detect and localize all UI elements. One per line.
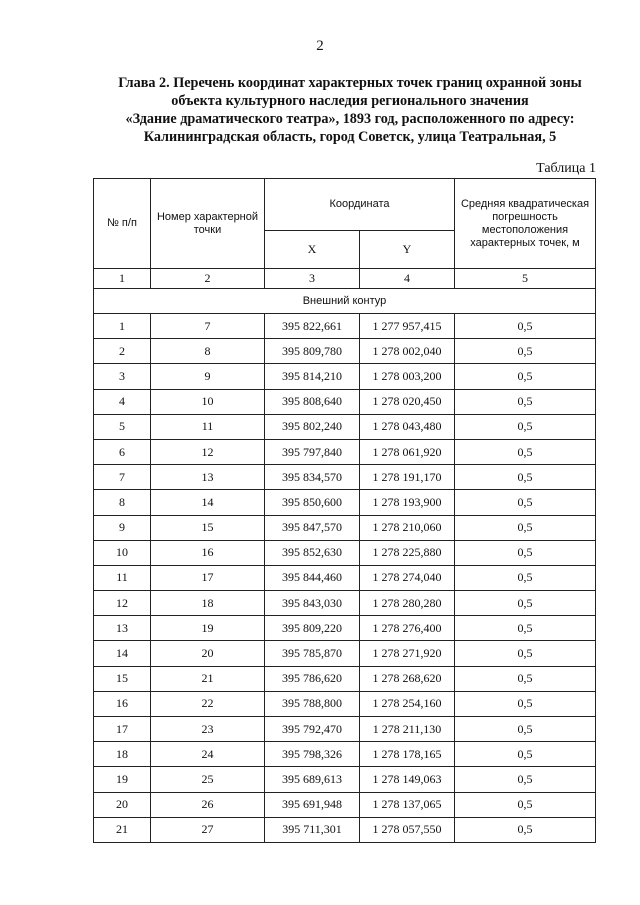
cell-y: 1 278 043,480 (360, 414, 455, 439)
cell-x: 395 809,780 (265, 339, 360, 364)
cell-row-number: 21 (94, 817, 151, 842)
cell-x: 395 834,570 (265, 465, 360, 490)
cell-row-number: 5 (94, 414, 151, 439)
header-x: X (265, 231, 360, 269)
table-row (94, 414, 596, 439)
header-row-number (94, 179, 151, 269)
cell-error: 0,5 (455, 717, 596, 742)
cell-y: 1 278 020,450 (360, 389, 455, 414)
cell-error: 0,5 (455, 540, 596, 565)
cell-error: 0,5 (455, 314, 596, 339)
cell-error: 0,5 (455, 641, 596, 666)
cell-point-number: 24 (151, 742, 265, 767)
cell-error: 0,5 (455, 364, 596, 389)
table-row (94, 717, 596, 742)
cell-error: 0,5 (455, 339, 596, 364)
cell-point-number: 19 (151, 616, 265, 641)
title-line: объекта культурного наследия регионального значения (171, 93, 529, 109)
cell-point-number: 21 (151, 666, 265, 691)
table-row (94, 817, 596, 842)
table-caption: Таблица 1 (536, 161, 596, 176)
cell-point-number: 27 (151, 817, 265, 842)
cell-y: 1 278 210,060 (360, 515, 455, 540)
cell-x: 395 822,661 (265, 314, 360, 339)
cell-row-number: 7 (94, 465, 151, 490)
table-row (94, 465, 596, 490)
cell-point-number: 15 (151, 515, 265, 540)
cell-row-number: 8 (94, 490, 151, 515)
cell-error: 0,5 (455, 666, 596, 691)
cell-error: 0,5 (455, 817, 596, 842)
cell-row-number: 12 (94, 591, 151, 616)
cell-point-number: 18 (151, 591, 265, 616)
cell-y: 1 278 149,063 (360, 767, 455, 792)
table-row (94, 792, 596, 817)
cell-x: 395 792,470 (265, 717, 360, 742)
section-row (94, 289, 596, 314)
table-row (94, 364, 596, 389)
cell-point-number: 7 (151, 314, 265, 339)
cell-error: 0,5 (455, 792, 596, 817)
cell-y: 1 278 225,880 (360, 540, 455, 565)
table-row (94, 565, 596, 590)
cell-point-number: 26 (151, 792, 265, 817)
cell-x: 395 844,460 (265, 565, 360, 590)
header-error-label: Средняя квадратическая погрешность местоположения характерных точек, м (460, 197, 590, 249)
title-line: Глава 2. Перечень координат характерных точек границ охранной зоны (118, 75, 582, 91)
cell-x: 395 798,326 (265, 742, 360, 767)
cell-y: 1 278 057,550 (360, 817, 455, 842)
cell-row-number: 1 (94, 314, 151, 339)
cell-y: 1 278 191,170 (360, 465, 455, 490)
cell-point-number: 25 (151, 767, 265, 792)
title-line: Калининградская область, город Советск, улица Театральная, 5 (143, 129, 557, 145)
cell-point-number: 17 (151, 565, 265, 590)
cell-error: 0,5 (455, 616, 596, 641)
cell-x: 395 852,630 (265, 540, 360, 565)
title-line: «Здание драматического театра», 1893 год, расположенного по адресу: (125, 111, 575, 127)
cell-error: 0,5 (455, 515, 596, 540)
table-row (94, 339, 596, 364)
cell-point-number: 23 (151, 717, 265, 742)
chapter-title (80, 74, 620, 146)
header-row-number-label: № п/п (107, 217, 137, 229)
cell-row-number: 15 (94, 666, 151, 691)
cell-y: 1 278 254,160 (360, 691, 455, 716)
cell-error: 0,5 (455, 742, 596, 767)
table-row (94, 616, 596, 641)
table-row (94, 314, 596, 339)
header-error (455, 179, 596, 269)
table-row (94, 742, 596, 767)
cell-y: 1 278 137,065 (360, 792, 455, 817)
cell-row-number: 4 (94, 389, 151, 414)
column-number: 3 (265, 269, 360, 289)
column-number: 5 (455, 269, 596, 289)
cell-x: 395 691,948 (265, 792, 360, 817)
cell-point-number: 22 (151, 691, 265, 716)
cell-y: 1 278 271,920 (360, 641, 455, 666)
cell-error: 0,5 (455, 691, 596, 716)
header-coordinate: Координата (265, 179, 455, 231)
cell-error: 0,5 (455, 439, 596, 464)
cell-y: 1 278 193,900 (360, 490, 455, 515)
cell-x: 395 802,240 (265, 414, 360, 439)
cell-x: 395 843,030 (265, 591, 360, 616)
cell-x: 395 711,301 (265, 817, 360, 842)
table-row (94, 591, 596, 616)
cell-x: 395 814,210 (265, 364, 360, 389)
cell-point-number: 13 (151, 465, 265, 490)
cell-x: 395 797,840 (265, 439, 360, 464)
cell-row-number: 17 (94, 717, 151, 742)
cell-x: 395 786,620 (265, 666, 360, 691)
page-number: 2 (316, 38, 324, 54)
cell-y: 1 278 274,040 (360, 565, 455, 590)
cell-row-number: 19 (94, 767, 151, 792)
cell-y: 1 277 957,415 (360, 314, 455, 339)
cell-row-number: 9 (94, 515, 151, 540)
cell-x: 395 850,600 (265, 490, 360, 515)
cell-y: 1 278 061,920 (360, 439, 455, 464)
cell-point-number: 16 (151, 540, 265, 565)
table-row (94, 641, 596, 666)
column-number: 2 (151, 269, 265, 289)
cell-error: 0,5 (455, 490, 596, 515)
cell-point-number: 14 (151, 490, 265, 515)
cell-x: 395 809,220 (265, 616, 360, 641)
cell-error: 0,5 (455, 465, 596, 490)
cell-error: 0,5 (455, 565, 596, 590)
column-number-row (94, 269, 596, 289)
cell-x: 395 788,800 (265, 691, 360, 716)
cell-y: 1 278 280,280 (360, 591, 455, 616)
header-y: Y (360, 231, 455, 269)
cell-row-number: 16 (94, 691, 151, 716)
cell-row-number: 11 (94, 565, 151, 590)
cell-row-number: 14 (94, 641, 151, 666)
table-row (94, 540, 596, 565)
cell-error: 0,5 (455, 414, 596, 439)
cell-row-number: 20 (94, 792, 151, 817)
column-number: 4 (360, 269, 455, 289)
table-row (94, 490, 596, 515)
cell-y: 1 278 211,130 (360, 717, 455, 742)
cell-x: 395 847,570 (265, 515, 360, 540)
cell-x: 395 785,870 (265, 641, 360, 666)
table-row (94, 389, 596, 414)
cell-error: 0,5 (455, 591, 596, 616)
cell-error: 0,5 (455, 389, 596, 414)
column-number: 1 (94, 269, 151, 289)
cell-point-number: 8 (151, 339, 265, 364)
cell-x: 395 689,613 (265, 767, 360, 792)
cell-point-number: 10 (151, 389, 265, 414)
cell-row-number: 2 (94, 339, 151, 364)
cell-x: 395 808,640 (265, 389, 360, 414)
cell-point-number: 11 (151, 414, 265, 439)
cell-row-number: 18 (94, 742, 151, 767)
cell-point-number: 12 (151, 439, 265, 464)
cell-y: 1 278 003,200 (360, 364, 455, 389)
cell-y: 1 278 002,040 (360, 339, 455, 364)
cell-point-number: 9 (151, 364, 265, 389)
cell-y: 1 278 276,400 (360, 616, 455, 641)
table-row (94, 767, 596, 792)
cell-y: 1 278 268,620 (360, 666, 455, 691)
cell-row-number: 3 (94, 364, 151, 389)
table-row (94, 515, 596, 540)
section-label: Внешний контур (94, 289, 596, 314)
table-row (94, 666, 596, 691)
cell-row-number: 13 (94, 616, 151, 641)
cell-point-number: 20 (151, 641, 265, 666)
cell-error: 0,5 (455, 767, 596, 792)
table-row (94, 691, 596, 716)
cell-row-number: 6 (94, 439, 151, 464)
header-point-number-label: Номер характерной точки (156, 210, 259, 236)
coordinates-table (93, 178, 596, 843)
header-point-number (151, 179, 265, 269)
table-row (94, 439, 596, 464)
cell-y: 1 278 178,165 (360, 742, 455, 767)
cell-row-number: 10 (94, 540, 151, 565)
